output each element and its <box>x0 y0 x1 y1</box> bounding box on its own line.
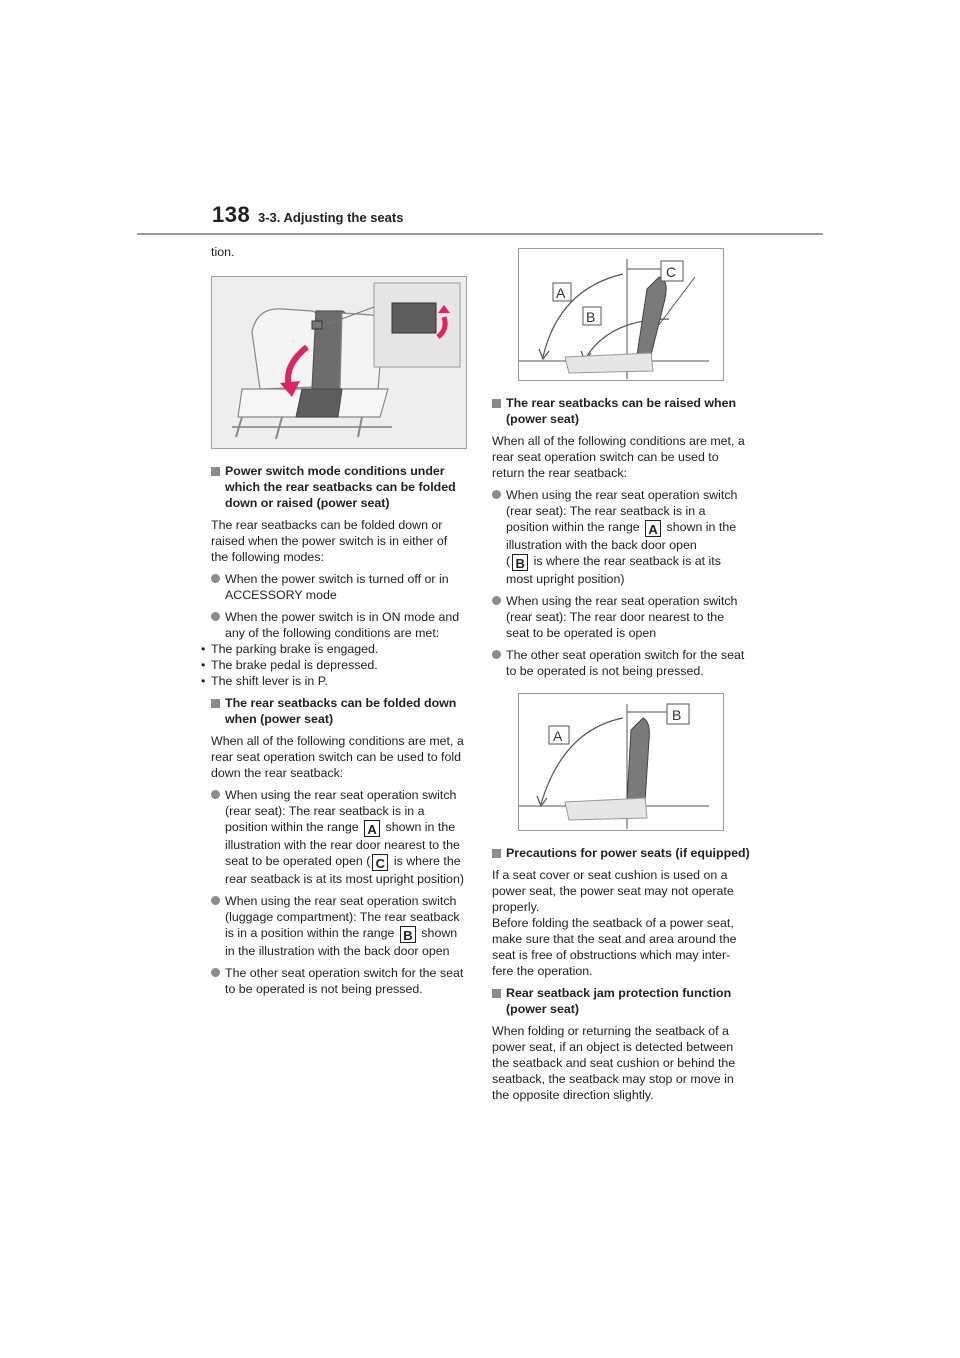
angle-drawing-ab <box>519 694 723 830</box>
list-item-text: When using the rear seat operation switch (luggage compartment): The rear seatback is in a position within the range <box>225 894 460 940</box>
paragraph: When all of the following conditions are met, a rear seat operation switch can be used to return the rear seatback: <box>492 434 745 480</box>
diagram-label-c: C <box>666 264 677 280</box>
label-box-b: B <box>512 554 528 571</box>
label-box-a: A <box>364 820 380 837</box>
sub-list-item <box>197 657 467 673</box>
list-item-text: is where the rear seatback is at its most upright position) <box>506 554 721 586</box>
heading-text: Precautions for power seats (if equipped) <box>506 846 750 860</box>
dot-marker-icon: • <box>201 642 206 656</box>
sub-list-item-text: The parking brake is engaged. <box>211 642 379 656</box>
gray-circle-icon <box>211 574 220 583</box>
gray-square-icon <box>492 399 501 408</box>
list-item <box>211 893 467 959</box>
gray-square-icon <box>492 989 501 998</box>
heading-jam-protection <box>492 985 750 1017</box>
sub-list-item <box>197 641 467 657</box>
gray-square-icon <box>211 699 220 708</box>
heading-text: The rear seatbacks can be folded down when (power seat) <box>225 696 457 726</box>
intro-text: tion. <box>211 245 235 259</box>
list-item-text: When using the rear seat operation switch (rear seat): The rear door nearest to the seat to be operated is open <box>506 594 738 640</box>
diagram-label-a: A <box>553 728 563 744</box>
angle-drawing-abc <box>519 249 723 380</box>
list-item <box>492 593 750 641</box>
gray-circle-icon <box>211 612 220 621</box>
page-number: 138 <box>212 202 251 227</box>
paragraph: The rear seatbacks can be folded down or raised when the power switch is in either of the following modes: <box>211 518 448 564</box>
list-item-text: When the power switch is in ON mode and any of the following conditions are met: <box>225 610 460 640</box>
label-box-c: C <box>372 854 388 871</box>
list-item <box>211 609 467 641</box>
list-item <box>211 571 467 603</box>
diagram-label-b: B <box>586 309 596 325</box>
list-item <box>492 487 750 587</box>
dot-marker-icon: • <box>201 674 206 688</box>
sub-list <box>201 641 467 689</box>
gray-circle-icon <box>211 896 220 905</box>
heading-fold-down-conditions <box>211 695 467 727</box>
heading-power-switch-conditions <box>211 463 467 511</box>
diagram-label-b: B <box>672 707 682 723</box>
label-box-a: A <box>645 520 661 537</box>
gray-circle-icon <box>211 790 220 799</box>
paragraph: When all of the following conditions are met, a rear seat operation switch can be used to fold down the rear seatback: <box>211 734 464 780</box>
list-item-text: When using the rear seat operation switch (rear seat): The rear seatback is in a position within the range <box>225 788 457 834</box>
gray-circle-icon <box>492 490 501 499</box>
sub-list-item-text: The brake pedal is depressed. <box>211 658 378 672</box>
page-header <box>0 0 960 240</box>
heading-power-seat-precautions <box>492 845 750 861</box>
header-rule <box>137 233 823 235</box>
heading-raise-conditions <box>492 395 750 427</box>
seatback-angle-diagram-abc <box>518 248 724 381</box>
list-item-text: shown in the illustration with the back door open <box>225 926 458 958</box>
gray-circle-icon <box>492 650 501 659</box>
left-column <box>201 244 467 1003</box>
sub-list-item <box>197 673 467 689</box>
list-item-text: When the power switch is turned off or in ACCESSORY mode <box>225 572 449 602</box>
gray-square-icon <box>492 849 501 858</box>
dot-marker-icon: • <box>201 658 206 672</box>
paragraph: If a seat cover or seat cushion is used on a power seat, the power seat may not operate properly. <box>492 868 734 914</box>
paragraph: When folding or returning the seatback of a power seat, if an object is detected between the seatback and seat cushion or behind the seatback, the seatback may stop or move in the opposite direction slightly. <box>492 1024 736 1102</box>
list-item-text: is where the rear seatback is at its most upright position) <box>225 854 464 886</box>
seatback-angle-diagram-ab <box>518 693 724 831</box>
right-column <box>492 248 750 1109</box>
rear-seat-drawing <box>212 277 466 448</box>
list-item-text: ( <box>506 554 511 568</box>
sub-list-item-text: The shift lever is in P. <box>211 674 328 688</box>
list-item-text: The other seat operation switch for the seat to be operated is not being pressed. <box>506 648 745 678</box>
rear-seat-illustration <box>211 276 467 449</box>
list-item-text: shown in the illustration with the back door open <box>506 520 737 552</box>
list-item-text: shown in the illustration with the rear door nearest to the seat to be operated open ( <box>225 820 460 868</box>
list-item-text: When using the rear seat operation switch (rear seat): The rear seatback is in a position within the range <box>506 488 738 534</box>
label-box-b: B <box>400 926 416 943</box>
gray-circle-icon <box>492 596 501 605</box>
paragraph: Before folding the seatback of a power seat, make sure that the seat and area around the seat is free of obstructions which may inter-fere the operation. <box>492 916 737 978</box>
list-item <box>211 787 467 887</box>
list-item <box>211 965 467 997</box>
section-title: 3-3. Adjusting the seats <box>258 210 404 225</box>
gray-square-icon <box>211 467 220 476</box>
gray-circle-icon <box>211 968 220 977</box>
diagram-label-a: A <box>556 285 566 301</box>
heading-text: The rear seatbacks can be raised when (power seat) <box>506 396 737 426</box>
heading-text: Power switch mode conditions under which the rear seatbacks can be folded down or raised (power seat) <box>225 464 456 510</box>
list-item <box>492 647 750 679</box>
list-item-text: The other seat operation switch for the seat to be operated is not being pressed. <box>225 966 464 996</box>
heading-text: Rear seatback jam protection function (power seat) <box>506 986 732 1016</box>
